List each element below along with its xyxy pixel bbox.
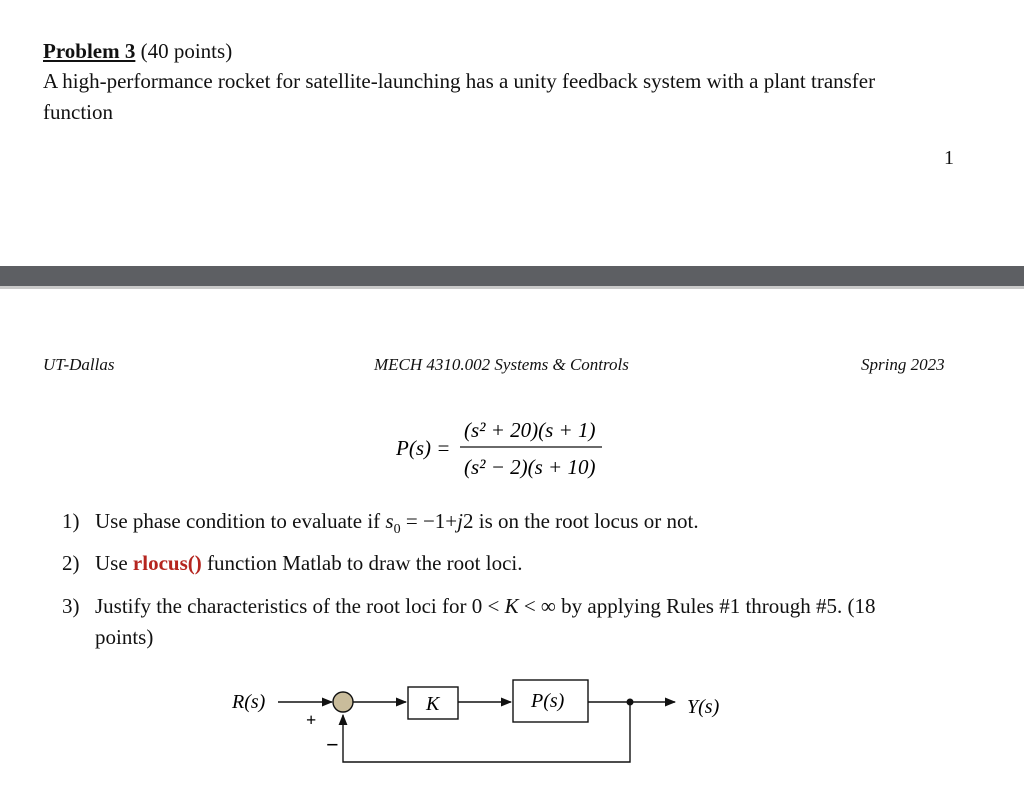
problem-statement-line2: function [43,100,113,124]
question-2-number: 2) [62,551,80,575]
page-number: 1 [944,147,954,169]
problem-heading [43,36,232,66]
q1-s0: s [385,509,394,533]
question-2-text [95,548,523,578]
q1-text-b: = −1+ [400,509,458,533]
minus-sign: − [326,732,339,757]
q1-j: j [457,509,463,533]
feedback-block-diagram [220,670,760,780]
page-break-divider [0,266,1024,286]
plant-label: P(s) [531,690,565,712]
question-3-number: 3) [62,594,80,618]
header-university: UT-Dallas [43,355,115,374]
summing-junction [333,692,353,712]
question-1-text [95,506,699,545]
page-break-shadow [0,286,1024,289]
transfer-function-equation [380,400,620,490]
problem-title: Problem 3 [43,39,136,63]
q1-text-a: Use phase condition to evaluate if [95,509,386,533]
equation-denominator: (s² − 2)(s + 10) [464,455,596,479]
plus-sign: + [306,710,317,730]
q3-text-a: Justify the characteristics of the root loci for 0 < [95,594,505,618]
question-1-number: 1) [62,509,80,533]
problem-statement-line1: A high-performance rocket for satellite-launching has a unity feedback system with a plant transfer [43,69,876,93]
q1-s0-subscript: 0 [393,522,401,538]
input-label: R(s) [232,691,266,713]
problem-points: (40 points) [135,39,233,63]
equation-lhs: P(s) = [396,436,451,460]
rlocus-function-name: rlocus() [132,551,202,575]
header-course: MECH 4310.002 Systems & Controls [374,355,629,374]
q3-k: K [504,594,519,618]
header-semester: Spring 2023 [861,355,945,374]
output-label: Y(s) [687,696,720,718]
question-3-text-cont: points) [95,625,154,649]
gain-label: K [426,693,440,715]
q2-text-b: function Matlab to draw the root loci. [201,551,523,575]
q2-text-a: Use [95,551,133,575]
q1-text-c: 2 is on the root locus or not. [462,509,699,533]
q3-text-b: < ∞ by applying Rules #1 through #5. (18 [518,594,876,618]
equation-numerator: (s² + 20)(s + 1) [464,418,596,442]
question-3-text [95,591,876,621]
